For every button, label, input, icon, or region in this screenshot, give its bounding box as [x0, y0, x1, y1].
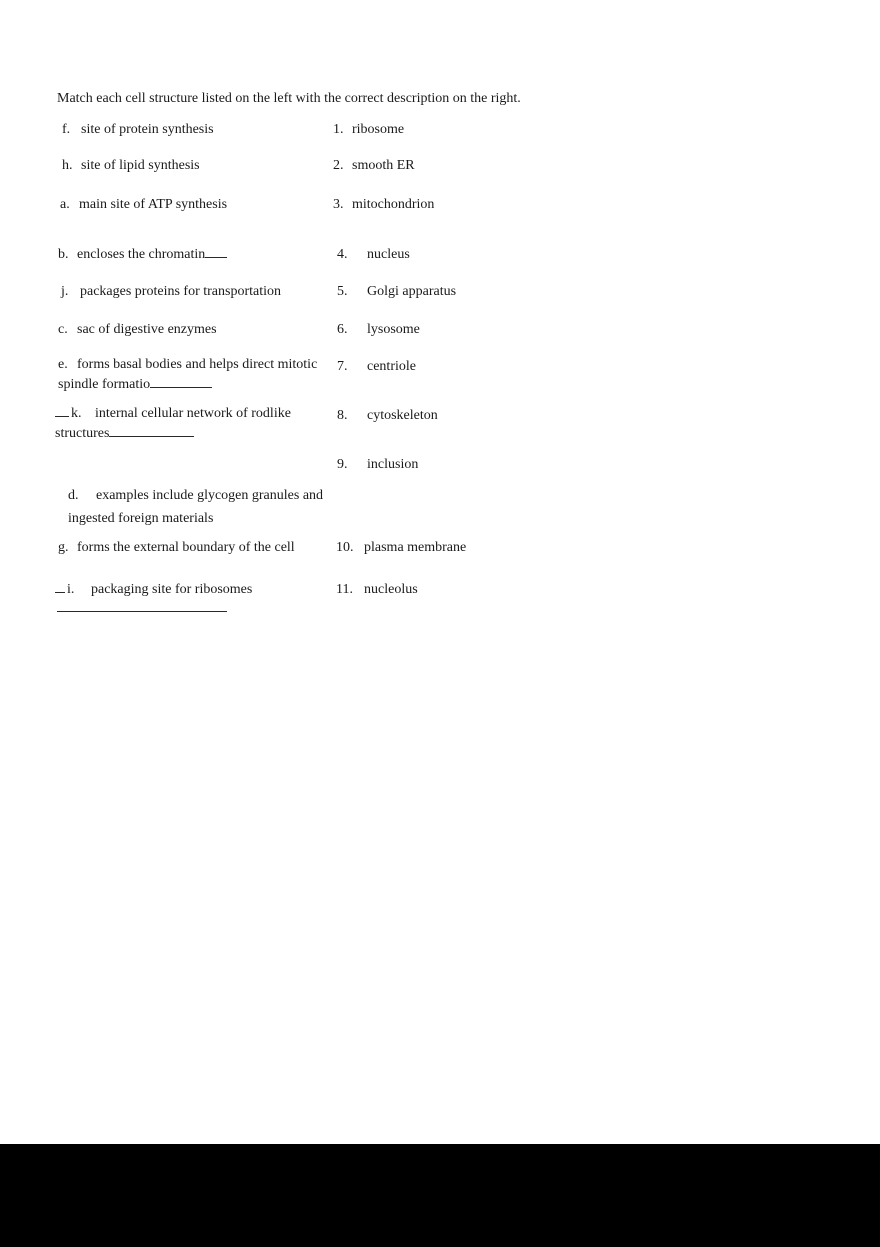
match-right-item — [333, 120, 404, 140]
term-number: 1. — [333, 122, 344, 137]
term-number: 11. — [336, 582, 353, 597]
match-left-item — [55, 580, 252, 600]
match-left-item — [58, 245, 227, 265]
match-left-item — [58, 355, 343, 395]
match-left-item — [58, 320, 217, 340]
term-text: cytoskeleton — [367, 408, 438, 423]
answer-letter: e. — [58, 357, 68, 372]
match-left-item — [55, 404, 305, 444]
match-right-item — [333, 195, 434, 215]
match-right-item — [336, 538, 466, 558]
description-text: main site of ATP synthesis — [79, 197, 228, 212]
term-number: 10. — [336, 540, 354, 555]
answer-letter: i. — [67, 582, 75, 597]
term-text: Golgi apparatus — [367, 284, 457, 299]
answer-blank — [205, 245, 227, 258]
description-text: forms basal bodies and helps direct mitotic spindle formatio — [58, 357, 318, 392]
term-number: 4. — [337, 247, 348, 262]
match-right-item — [337, 455, 418, 475]
answer-letter: f. — [62, 122, 71, 137]
term-text: inclusion — [367, 457, 419, 472]
term-text: mitochondrion — [352, 197, 435, 212]
match-right-item — [337, 320, 420, 340]
match-left-item — [60, 195, 227, 215]
description-text: internal cellular network of rodlike structures — [55, 406, 291, 441]
match-left-item — [61, 282, 281, 302]
term-number: 6. — [337, 322, 348, 337]
description-text: examples include glycogen granules and ingested foreign materials — [68, 488, 324, 526]
answer-letter: a. — [60, 197, 70, 212]
answer-letter: k. — [71, 406, 82, 421]
term-number: 3. — [333, 197, 344, 212]
term-number: 2. — [333, 158, 344, 173]
description-text: encloses the chromatin — [77, 247, 206, 262]
answer-letter: h. — [62, 158, 73, 173]
term-text: smooth ER — [352, 158, 415, 173]
match-right-item — [337, 282, 456, 302]
match-right-item — [333, 156, 415, 176]
term-text: ribosome — [352, 122, 405, 137]
term-text: plasma membrane — [364, 540, 467, 555]
match-right-item — [336, 580, 418, 600]
description-text: packages proteins for transportation — [80, 284, 281, 299]
match-left-item — [68, 484, 348, 530]
answer-blank — [150, 375, 212, 388]
answer-blank — [55, 580, 65, 593]
term-text: centriole — [367, 359, 416, 374]
match-right-item — [337, 357, 416, 377]
description-text: packaging site for ribosomes — [91, 582, 253, 597]
answer-letter: d. — [68, 488, 79, 503]
bottom-black-bar — [0, 1144, 880, 1247]
answer-letter: j. — [61, 284, 69, 299]
term-text: nucleus — [367, 247, 410, 262]
description-text: sac of digestive enzymes — [77, 322, 217, 337]
match-right-item — [337, 406, 438, 426]
answer-letter: g. — [58, 540, 69, 555]
answer-letter: c. — [58, 322, 68, 337]
term-number: 8. — [337, 408, 348, 423]
description-text: site of protein synthesis — [81, 122, 214, 137]
match-right-item — [337, 245, 410, 265]
answer-letter: b. — [58, 247, 69, 262]
answer-blank — [55, 404, 69, 417]
term-number: 5. — [337, 284, 348, 299]
description-text: site of lipid synthesis — [81, 158, 200, 173]
term-number: 7. — [337, 359, 348, 374]
term-text: lysosome — [367, 322, 420, 337]
answer-blank — [109, 424, 194, 437]
answer-blank-long — [57, 611, 227, 612]
instruction-text: Match each cell structure listed on the left with the correct description on the right. — [57, 91, 521, 106]
term-number: 9. — [337, 457, 348, 472]
match-left-item — [62, 120, 214, 140]
description-text: forms the external boundary of the cell — [77, 540, 295, 555]
match-left-item — [62, 156, 200, 176]
term-text: nucleolus — [364, 582, 418, 597]
match-left-item — [58, 538, 295, 558]
